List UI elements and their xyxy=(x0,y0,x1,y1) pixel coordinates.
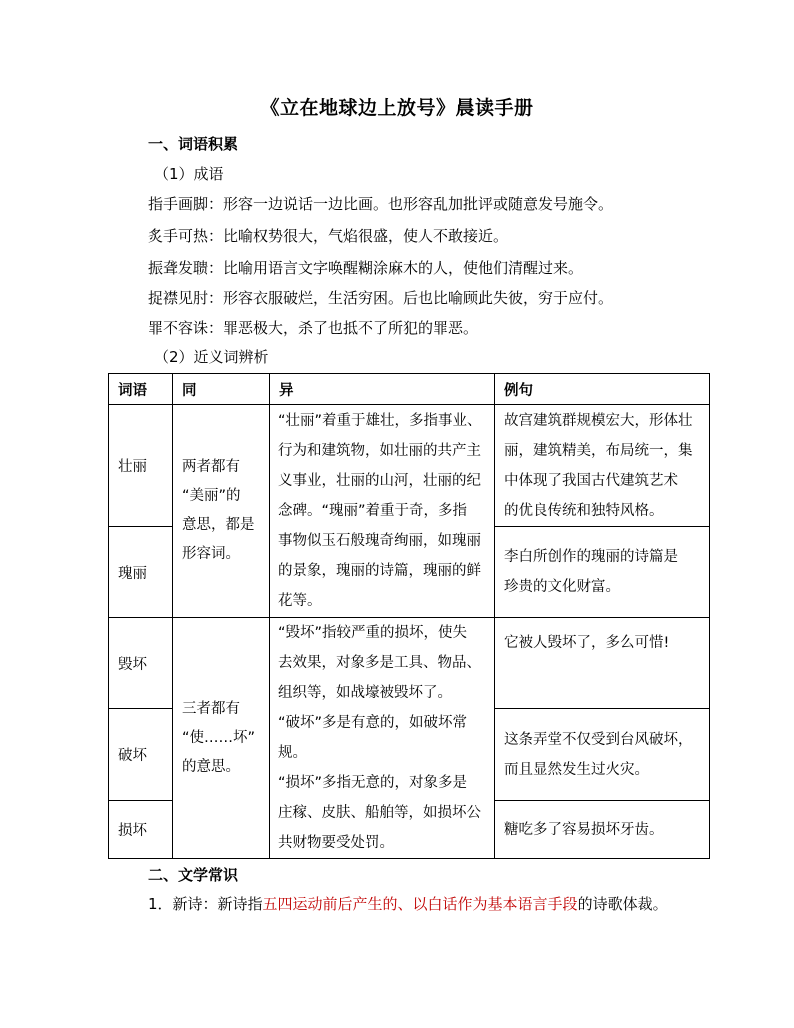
literature-item: 1．新诗：新诗指五四运动前后产生的、以白话作为基本语言手段的诗歌体裁。 xyxy=(148,895,668,913)
word-cell: 瑰丽 xyxy=(109,527,173,618)
idiom-line: 捉襟见肘：形容衣服破烂，生活穷困。后也比喻顾此失彼，穷于应付。 xyxy=(148,289,614,307)
subheading-synonyms: （2）近义词辨析 xyxy=(154,348,269,366)
idiom-line: 罪不容诛：罪恶极大，杀了也抵不了所犯的罪恶。 xyxy=(148,319,479,337)
example-cell: 李白所创作的瑰丽的诗篇是 珍贵的文化财富。 xyxy=(495,527,710,618)
section-heading-vocabulary: 一、词语积累 xyxy=(148,135,239,153)
word-cell: 壮丽 xyxy=(109,405,173,527)
example-cell: 这条弄堂不仅受到台风破坏， 而且显然发生过火灾。 xyxy=(495,709,710,801)
header-same: 同 xyxy=(173,374,270,405)
example-cell: 糖吃多了容易损坏牙齿。 xyxy=(495,801,710,859)
header-word: 词语 xyxy=(109,374,173,405)
word-cell: 损坏 xyxy=(109,801,173,859)
idiom-line: 指手画脚：形容一边说话一边比画。也形容乱加批评或随意发号施令。 xyxy=(148,195,614,213)
section-heading-literature: 二、文学常识 xyxy=(148,866,239,884)
diff-cell: “壮丽”着重于雄壮，多指事业、 行为和建筑物，如壮丽的共产主 义事业，壮丽的山河，壮丽的纪 念碑。“瑰丽”着重于奇，多指 事物似玉石般瑰奇绚丽，如瑰丽 的景象，瑰丽的诗篇，瑰丽的鲜 花等。 xyxy=(270,405,495,618)
header-diff: 异 xyxy=(270,374,495,405)
idiom-line: 振聋发聩：比喻用语言文字唤醒糊涂麻木的人，使他们清醒过来。 xyxy=(148,259,584,277)
synonym-table xyxy=(108,373,710,859)
same-cell: 两者都有 “美丽”的 意思，都是 形容词。 xyxy=(173,405,270,618)
page-title: 《立在地球边上放号》晨读手册 xyxy=(260,97,534,119)
highlighted-text: 五四运动前后产生的、以白话作为基本语言手段 xyxy=(262,895,578,913)
subheading-idioms: （1）成语 xyxy=(154,165,224,183)
diff-cell: “毁坏”指较严重的损坏，使失 去效果，对象多是工具、物品、 组织等，如战壕被毁坏了。 “破坏”多是有意的，如破坏常 规。 “损坏”多指无意的，对象多是 庄稼、皮肤、船舶等，如损坏公 共财物要受处罚。 xyxy=(270,618,495,859)
example-cell: 它被人毁坏了，多么可惜! xyxy=(495,618,710,709)
example-cell: 故宫建筑群规模宏大，形体壮 丽，建筑精美，布局统一，集 中体现了我国古代建筑艺术 的优良传统和独特风格。 xyxy=(495,405,710,527)
header-example: 例句 xyxy=(495,374,710,405)
word-cell: 破坏 xyxy=(109,709,173,801)
idiom-line: 炙手可热：比喻权势很大，气焰很盛，使人不敢接近。 xyxy=(148,227,509,245)
same-cell: 三者都有 “使……坏” 的意思。 xyxy=(173,618,270,859)
word-cell: 毁坏 xyxy=(109,618,173,709)
